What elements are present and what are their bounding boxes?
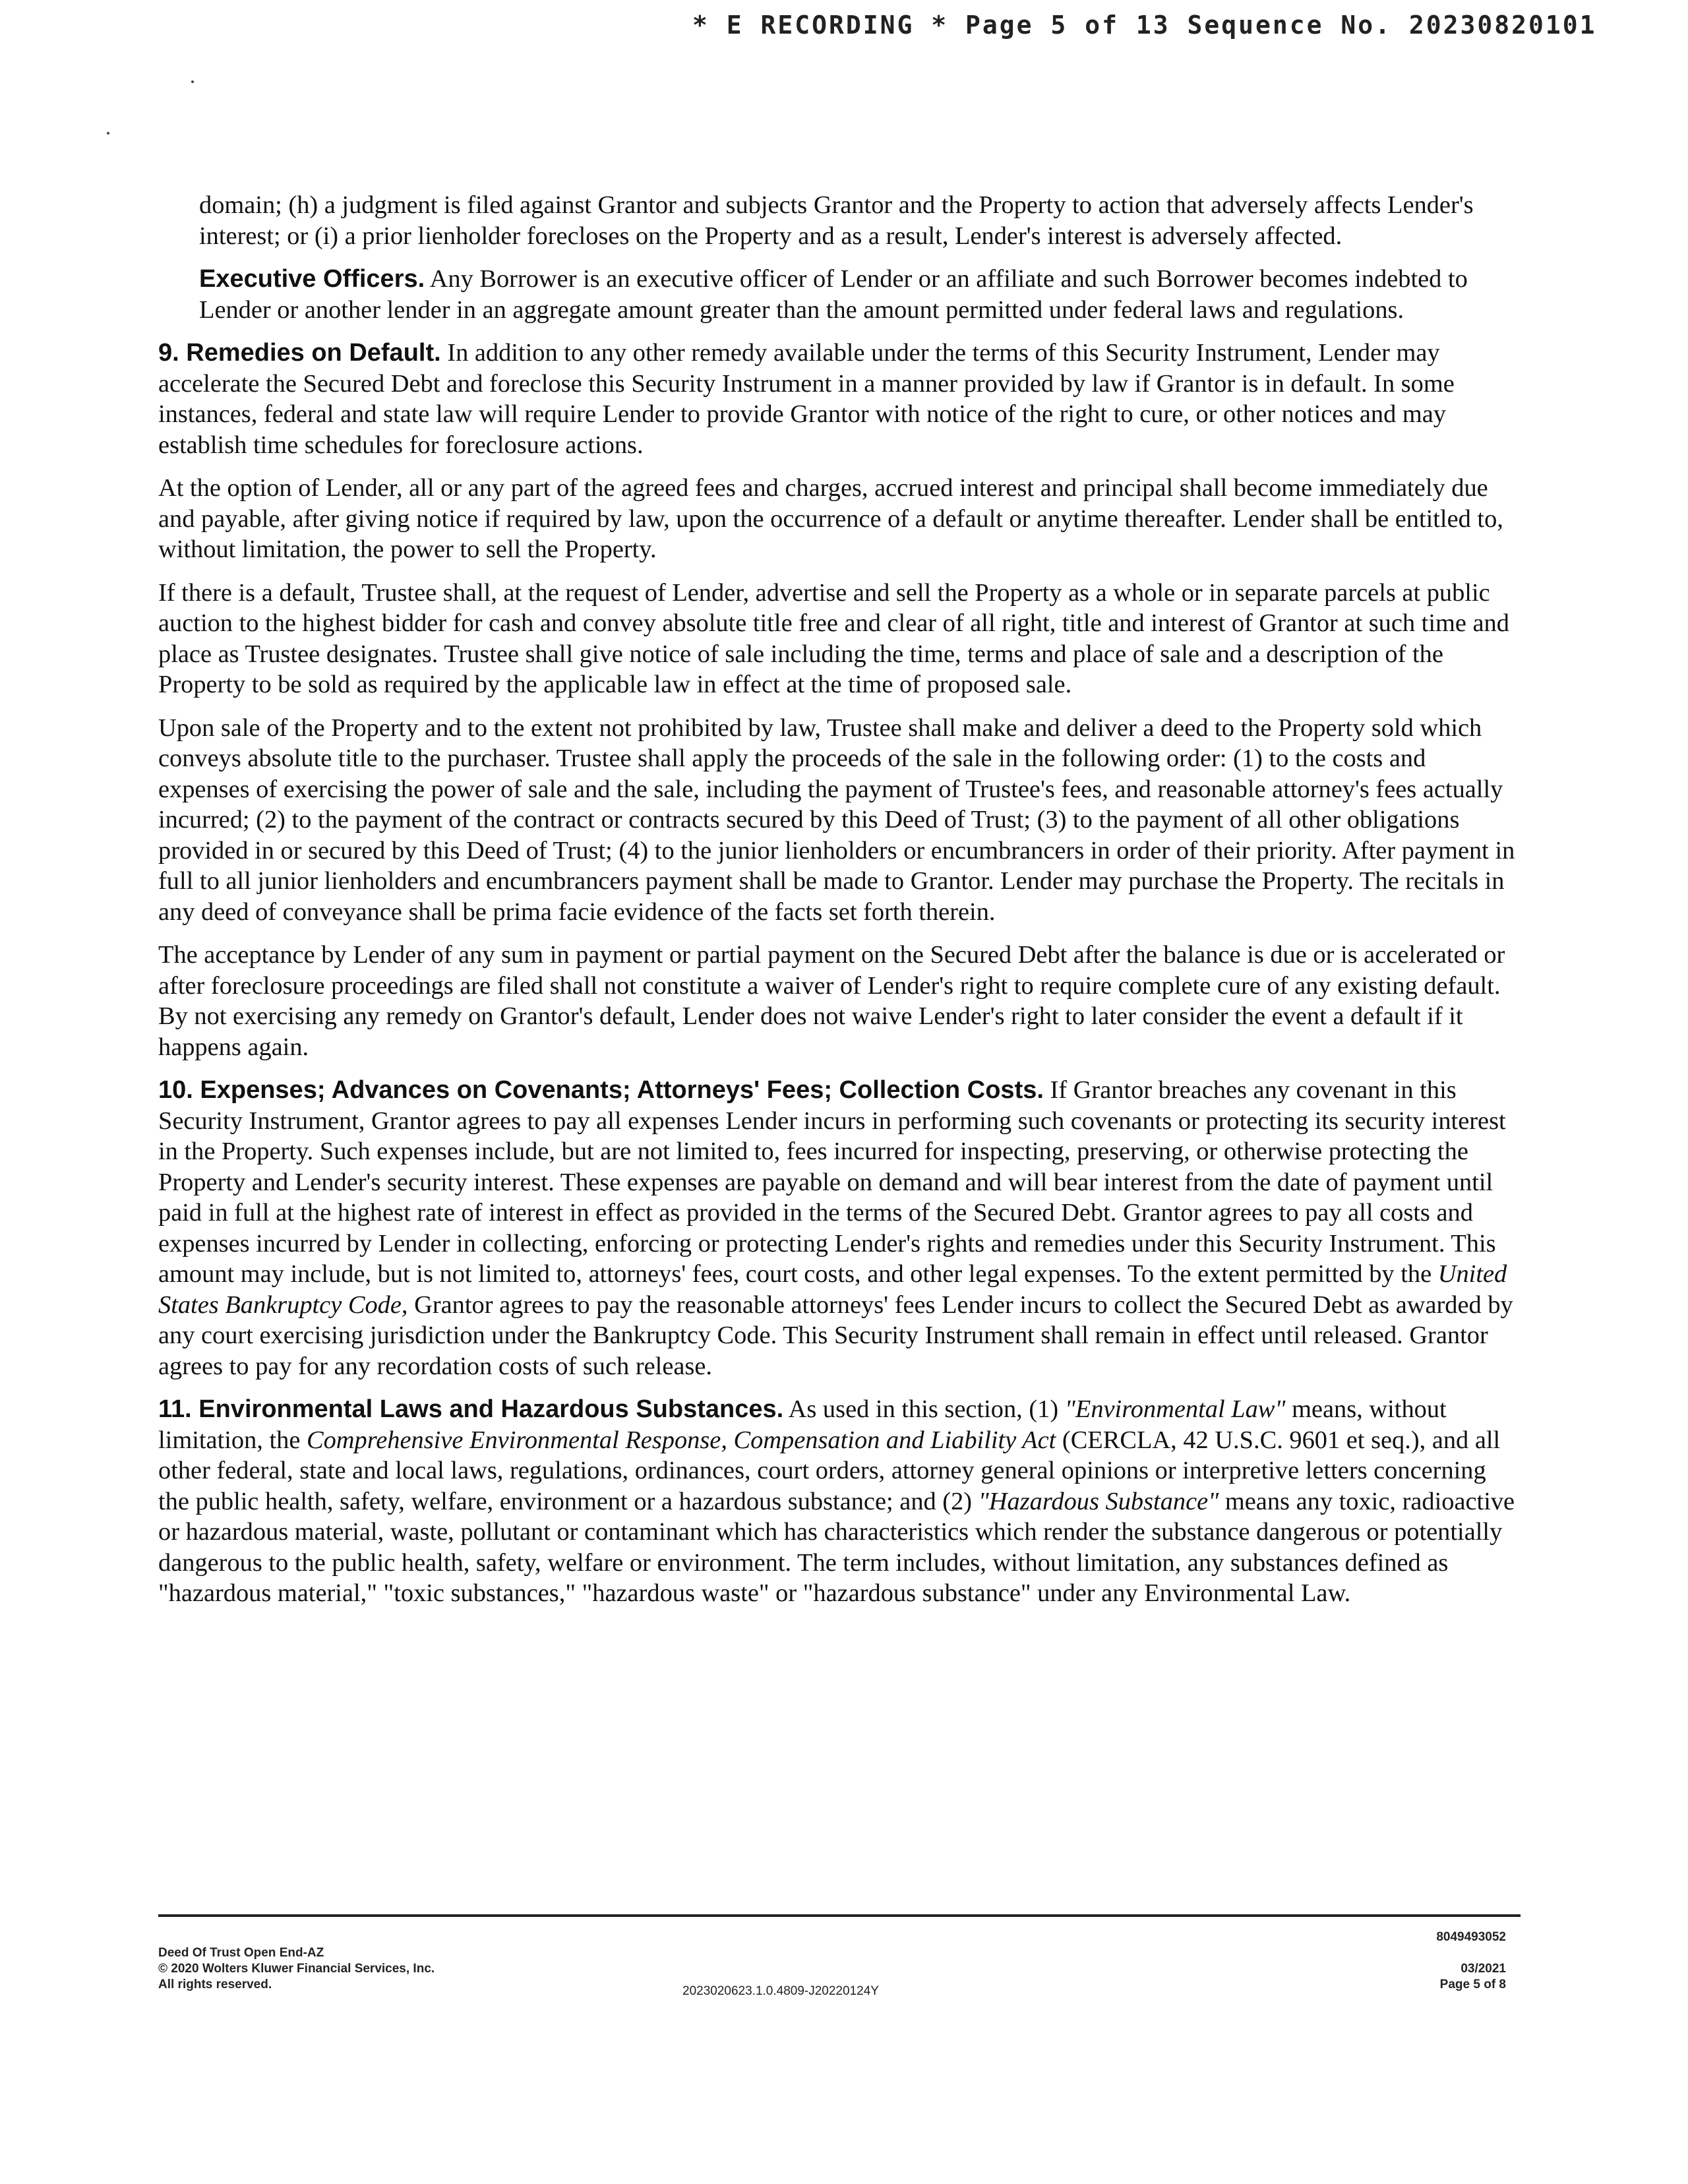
paragraph-environmental-laws — [158, 1394, 1517, 1609]
environmental-text-c: (CERCLA, 42 U.S.C. 9601 et seq.), and all other federal, state and local laws, regulations, ordinances, court orders, attorney general opinions or interpretive letters concerning the public health, safety, welfare, environment or a hazardous substance; and (2) — [158, 1426, 1501, 1515]
paragraph-domain-continuation: domain; (h) a judgment is filed against Grantor and subjects Grantor and the Property to action that adversely affects Lender's interest; or (i) a prior lienholder forecloses on the Property and as a result, Lender's interest is adversely affected. — [199, 191, 1474, 250]
remedies-text: In addition to any other remedy available under the terms of this Security Instrument, Lender may accelerate the Secured Debt and foreclose this Security Instrument in a manner provided by law if Grantor is in default. In some instances, federal and state law will require Lender to provide Grantor with notice of the right to cure, or other notices and may establish time schedules for foreclosure actions. — [158, 339, 1455, 459]
heading-remedies-on-default: 9. Remedies on Default. — [158, 339, 441, 367]
scan-speck — [191, 80, 194, 83]
document-body — [158, 190, 1517, 1622]
executive-officers-text: Any Borrower is an executive officer of Lender or an affiliate and such Borrower becomes indebted to Lender or another lender in an aggregate amount greater than the amount permitted under federal laws and regulations. — [199, 265, 1468, 324]
environmental-text-d: means any toxic, radioactive or hazardous material, waste, pollutant or contaminant which has characteristics which render the substance dangerous or potentially dangerous to the public health, safety, welfare or environment. The term includes, without limitation, any substances defined as "hazardous material," "toxic substances," "hazardous waste" or "hazardous substance" under any Environmental Law. — [158, 1487, 1515, 1607]
paragraph-remedies-on-default — [158, 338, 1517, 460]
heading-executive-officers: Executive Officers. — [199, 265, 425, 293]
environmental-text-a: As used in this section, (1) — [788, 1395, 1059, 1423]
footer-page-number: Page 5 of 8 — [1439, 1978, 1506, 1991]
footer-doc-code: 2023020623.1.0.4809-J20220124Y — [682, 1984, 879, 1998]
paragraph-option-of-lender: At the option of Lender, all or any part of the agreed fees and charges, accrued interest and principal shall become immediately due and payable, after giving notice if required by law, upon the occurrence of a default or anytime thereafter. Lender shall be entitled to, without limitation, the power to sell the Property. — [158, 474, 1503, 563]
footer-form-name: Deed Of Trust Open End-AZ — [158, 1946, 324, 1960]
footer-rights: All rights reserved. — [158, 1978, 272, 1991]
paragraph-trustee-sale: If there is a default, Trustee shall, at the request of Lender, advertise and sell the Property as a whole or in separate parcels at public auction to the highest bidder for cash and convey absolute title free and clear of all right, title and interest of Grantor at such time and place as Trustee designates. Trustee shall give notice of sale including the time, terms and place of sale and a description of the Property to be sold as required by the applicable law in effect at the time of proposed sale. — [158, 578, 1509, 698]
footer-copyright: © 2020 Wolters Kluwer Financial Services, Inc. — [158, 1962, 435, 1976]
expenses-text-a: If Grantor breaches any covenant in this Security Instrument, Grantor agrees to pay all expenses Lender incurs in performing such covenants or protecting its security interest in the Property. Such expenses include, but are not limited to, fees incurred for inspecting, preserving, or otherwise protecting the Property and Lender's security interest. These expenses are payable on demand and will bear interest from the date of payment until paid in full at the highest rate of interest in effect as provided in the terms of the Secured Debt. Grantor agrees to pay all costs and expenses incurred by Lender in collecting, enforcing or protecting Lender's rights and remedies under this Security Instrument. This amount may include, but is not limited to, attorneys' fees, court costs, and other legal expenses. To the extent permitted by the — [158, 1076, 1506, 1288]
paragraph-sale-proceeds: Upon sale of the Property and to the extent not prohibited by law, Trustee shall make and deliver a deed to the Property sold which conveys absolute title to the purchaser. Trustee shall apply the proceeds of the sale in the following order: (1) to the costs and expenses of exercising the power of sale and the sale, including the payment of Trustee's fees, and reasonable attorney's fees actually incurred; (2) to the payment of the contract or contracts secured by this Deed of Trust; (3) to the payment of all other obligations provided in or secured by this Deed of Trust; (4) to the junior lienholders or encumbrancers in order of their priority. After payment in full to all junior lienholders and encumbrancers payment shall be made to Grantor. Lender may purchase the Property. The recitals in any deed of conveyance shall be prima facie evidence of the facts set forth therein. — [158, 713, 1515, 926]
paragraph-executive-officers — [199, 264, 1517, 325]
paragraph-expenses — [158, 1075, 1517, 1381]
paragraph-acceptance-waiver: The acceptance by Lender of any sum in payment or partial payment on the Secured Debt after the balance is due or is accelerated or after foreclosure proceedings are filed shall not constitute a waiver of Lender's right to require complete cure of any existing default. By not exercising any remedy on Grantor's default, Lender does not waive Lender's right to later consider the event a default if it happens again. — [158, 941, 1505, 1061]
footer-page-info — [1436, 1929, 1506, 1993]
footer-loan-number: 8049493052 — [1436, 1930, 1506, 1944]
environmental-text-b: means, without limitation, the — [158, 1395, 1447, 1454]
expenses-text-b: Grantor agrees to pay the reasonable attorneys' fees Lender incurs to collect the Secured Debt as awarded by any court exercising jurisdiction under the Bankruptcy Code. This Security Instrument shall remain in effect until released. Grantor agrees to pay for any recordation costs of such release. — [158, 1290, 1513, 1380]
heading-expenses: 10. Expenses; Advances on Covenants; Attorneys' Fees; Collection Costs. — [158, 1076, 1044, 1104]
footer-form-date: 03/2021 — [1461, 1962, 1506, 1976]
footer-divider — [158, 1914, 1521, 1917]
scan-speck — [107, 132, 109, 135]
bankruptcy-code-title: United States Bankruptcy Code, — [158, 1260, 1507, 1319]
heading-environmental-laws: 11. Environmental Laws and Hazardous Substances. — [158, 1395, 784, 1423]
recording-stamp: * E RECORDING * Page 5 of 13 Sequence No. 20230820101 — [692, 11, 1597, 40]
term-hazardous-substance: "Hazardous Substance" — [978, 1487, 1219, 1515]
footer-form-info — [158, 1945, 435, 1993]
term-environmental-law: "Environmental Law" — [1064, 1395, 1286, 1423]
cercla-title: Comprehensive Environmental Response, Compensation and Liability Act — [307, 1426, 1056, 1454]
